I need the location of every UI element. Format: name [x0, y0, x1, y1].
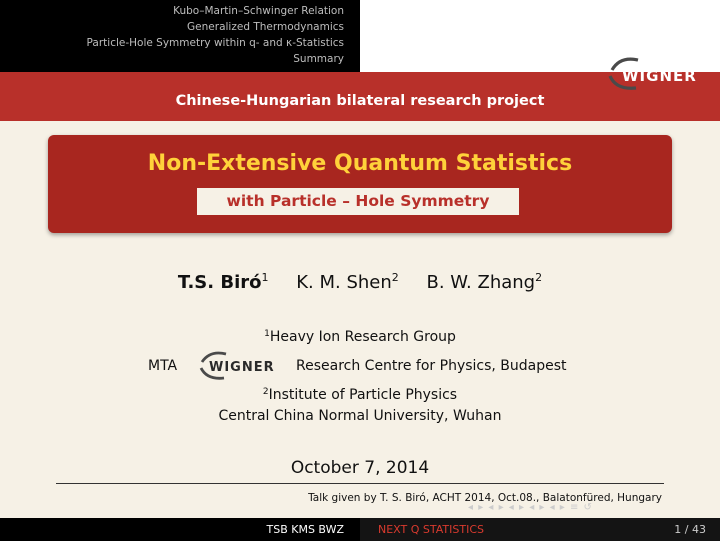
talk-note: Talk given by T. S. Biró, ACHT 2014, Oct.08., Balatonfüred, Hungary: [308, 492, 662, 504]
svg-text:WIGNER: WIGNER: [622, 67, 697, 85]
presentation-title: Non-Extensive Quantum Statistics: [147, 151, 573, 176]
svg-text:WIGNER: WIGNER: [209, 360, 275, 375]
beamer-navigation-icons[interactable]: ◂ ▸ ◂ ▸ ◂ ▸ ◂ ▸ ◂ ▸ ≡ ↺: [468, 502, 593, 513]
author-3: B. W. Zhang$^2$: [426, 271, 543, 293]
nav-item-summary[interactable]: Summary: [293, 53, 344, 65]
affiliation-1-prefix: MTA: [148, 358, 178, 374]
affiliation-2-line2: Central China Normal University, Wuhan: [218, 408, 502, 424]
wigner-logo-inline-icon: [196, 349, 291, 381]
affiliation-2-line1: $^2$Institute of Particle Physics: [262, 387, 458, 403]
banner-text: Chinese-Hungarian bilateral research project: [175, 93, 545, 109]
nav-item-kms-relation[interactable]: Kubo–Martin–Schwinger Relation: [173, 5, 344, 17]
footer-authors: TSB KMS BWZ: [266, 523, 344, 536]
nav-item-particle-hole-symmetry[interactable]: Particle-Hole Symmetry within q- and κ-Statistics: [86, 37, 344, 49]
title-block: [48, 135, 672, 233]
author-1: T.S. Biró$^1$: [177, 271, 269, 293]
affiliation-1-line1: $^1$Heavy Ion Research Group: [264, 329, 456, 345]
nav-item-generalized-thermodynamics[interactable]: Generalized Thermodynamics: [187, 21, 344, 33]
author-list: [0, 271, 720, 293]
section-navigation: [0, 0, 360, 72]
presentation-subtitle: with Particle – Hole Symmetry: [197, 188, 519, 215]
wigner-logo-icon: [604, 54, 714, 92]
footer-page-number: 1 / 43: [550, 518, 720, 541]
footer-bar: [0, 518, 720, 541]
author-2: K. M. Shen$^2$: [296, 271, 399, 293]
presentation-date: October 7, 2014: [290, 458, 430, 478]
affiliation-1-line2: Research Centre for Physics, Budapest: [296, 358, 567, 374]
footer-short-title: NEXT Q STATISTICS: [360, 518, 550, 541]
divider: [56, 483, 664, 484]
